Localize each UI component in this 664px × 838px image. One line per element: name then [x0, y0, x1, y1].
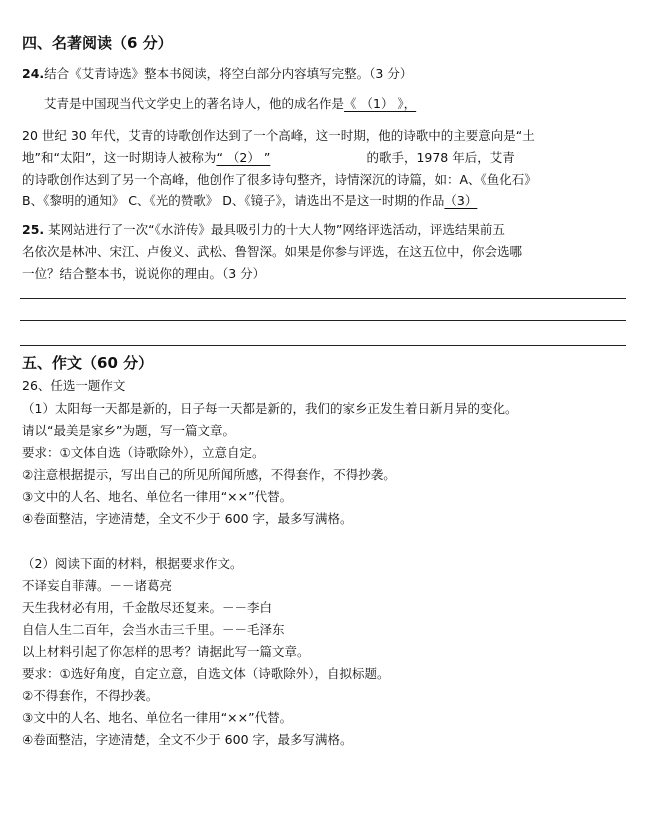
- question-26-title: 26、任选一题作文: [22, 378, 126, 393]
- question-25-line-1: [22, 222, 505, 238]
- question-text: 某网站进行了一次“《水浒传》最具吸引力的十大人物”网络评选活动，评选结果前五: [48, 222, 505, 237]
- question-number: 24.: [22, 66, 45, 81]
- question-24-prompt: [22, 66, 412, 82]
- option-2-requirement-2: ②不得套作，不得抄袭。: [22, 688, 159, 703]
- option-2-requirement-1: 要求：①选好角度，自定立意，自选文体（诗歌除外），自拟标题。: [22, 666, 390, 681]
- answer-blank-3[interactable]: （3）: [444, 193, 478, 208]
- option-1-instruction: 请以“最美是家乡”为题，写一篇文章。: [22, 423, 235, 438]
- question-text: 艾青是中国现当代文学史上的著名诗人，他的成名作是: [44, 96, 345, 111]
- question-text: 结合《艾青诗选》整本书阅读，将空白部分内容填写完整。（3 分）: [44, 66, 413, 81]
- section-heading-reading: 四、名著阅读（6 分）: [22, 34, 173, 52]
- question-number: 25.: [22, 222, 45, 237]
- question-text: B、《黎明的通知》 C、《光的赞歌》 D、《镜子》，请选出不是这一时期的作品: [22, 193, 445, 208]
- question-24-line-5: [22, 193, 504, 209]
- option-2-quote-2: 天生我材必有用，千金散尽还复来。－－李白: [22, 600, 273, 615]
- option-2-quote-3: 自信人生二百年，会当水击三千里。－－毛泽东: [22, 622, 285, 637]
- question-text: 地”和“太阳”，这一时期诗人被称为: [22, 150, 217, 165]
- question-25-line-2: 名依次是林冲、宋江、卢俊义、武松、鲁智深。如果是你参与评选，在这五位中，你会选哪: [22, 244, 523, 259]
- option-1-requirement-1: 要求：①文体自选（诗歌除外），立意自定。: [22, 445, 265, 460]
- question-25-line-3: 一位？结合整本书，说说你的理由。（3 分）: [22, 266, 266, 281]
- option-2-requirement-3: ③文中的人名、地名、单位名一律用“××”代替。: [22, 710, 293, 725]
- question-24-line-3: [22, 150, 515, 166]
- option-1-requirement-2: ②注意根据提示，写出自己的所见所闻所感，不得套作，不得抄袭。: [22, 467, 396, 482]
- answer-line-3[interactable]: [20, 345, 626, 346]
- answer-line-2[interactable]: [20, 320, 626, 321]
- question-24-line-2: 20 世纪 30 年代，艾青的诗歌创作达到了一个高峰，这一时期，他的诗歌中的主要意向是“土: [22, 128, 535, 143]
- answer-blank-1[interactable]: 《 （1） 》，: [344, 96, 417, 111]
- option-1-requirement-3: ③文中的人名、地名、单位名一律用“××”代替。: [22, 489, 293, 504]
- question-24-line-4: 的诗歌创作达到了另一个高峰，他创作了很多诗句整齐，诗情深沉的诗篇，如：A、《鱼化石》: [22, 172, 537, 187]
- option-2-prompt: 以上材料引起了你怎样的思考？请据此写一篇文章。: [22, 644, 310, 659]
- section-heading-composition: 五、作文（60 分）: [22, 354, 154, 372]
- option-2-requirement-4: ④卷面整洁，字迹清楚，全文不少于 600 字，最多写满格。: [22, 732, 353, 747]
- option-1-intro: （1）太阳每一天都是新的，日子每一天都是新的，我们的家乡正发生着日新月异的变化。: [22, 401, 518, 416]
- question-24-line-1: [44, 96, 484, 112]
- option-2-quote-1: 不译妄自菲薄。－－诸葛亮: [22, 578, 173, 593]
- question-text: 的歌手，1978 年后，艾青: [366, 150, 515, 165]
- option-2-intro: （2）阅读下面的材料，根据要求作文。: [22, 556, 243, 571]
- answer-line-1[interactable]: [20, 298, 626, 299]
- option-1-requirement-4: ④卷面整洁，字迹清楚，全文不少于 600 字，最多写满格。: [22, 511, 353, 526]
- answer-blank-2[interactable]: “ （2） ”: [216, 150, 271, 165]
